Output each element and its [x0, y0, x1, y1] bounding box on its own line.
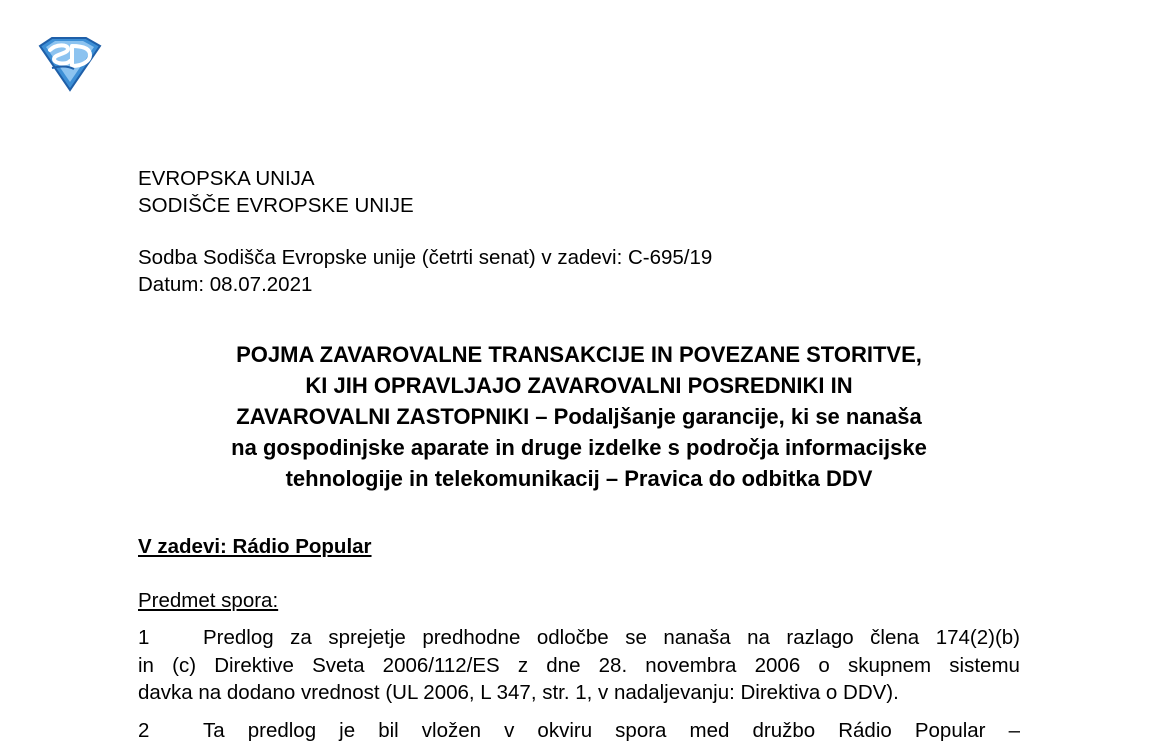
paragraph-2 — [138, 717, 1020, 745]
subject-heading: Predmet spora: — [138, 589, 279, 612]
case-heading: V zadevi: Rádio Popular — [138, 535, 372, 558]
company-logo — [34, 36, 104, 92]
judgment-date: Datum: 08.07.2021 — [138, 273, 313, 296]
title-line: tehnologije in telekomunikacij – Pravica do odbitka DDV — [285, 466, 873, 491]
paragraph-text: in (c) Direktive Sveta 2006/112/ES z dne 28. novembra 2006 o skupnem sistemu — [138, 653, 1020, 677]
title-line: POJMA ZAVAROVALNE TRANSAKCIJE IN POVEZANE STORITVE, — [236, 342, 922, 367]
paragraph-text: Predlog za sprejetje predhodne odločbe se nanaša na razlago člena 174(2)(b) — [203, 626, 1020, 649]
paragraph-line — [138, 679, 1020, 707]
paragraph-number: 1 — [138, 626, 150, 649]
paragraph-number: 2 — [138, 719, 150, 742]
paragraph-text: davka na dodano vrednost (UL 2006, L 347, str. 1, v nadaljevanju: Direktiva o DDV). — [138, 681, 899, 704]
header-court: SODIŠČE EVROPSKE UNIJE — [138, 194, 414, 217]
title-line: na gospodinjske aparate in druge izdelke s področja informacijske — [231, 435, 927, 460]
document-title — [138, 339, 1020, 494]
title-line: KI JIH OPRAVLJAJO ZAVAROVALNI POSREDNIKI IN — [305, 373, 853, 398]
header-eu: EVROPSKA UNIJA — [138, 167, 315, 190]
paragraph-line — [138, 652, 1020, 680]
paragraph-1 — [138, 624, 1020, 707]
title-line: ZAVAROVALNI ZASTOPNIKI – Podaljšanje garancije, ki se nanaša — [236, 404, 922, 429]
paragraph-line — [138, 624, 1020, 652]
paragraph-text: Ta predlog je bil vložen v okviru spora med družbo Rádio Popular – — [203, 719, 1020, 742]
paragraph-line — [138, 717, 1020, 745]
judgment-reference: Sodba Sodišča Evropske unije (četrti senat) v zadevi: C-695/19 — [138, 246, 713, 269]
